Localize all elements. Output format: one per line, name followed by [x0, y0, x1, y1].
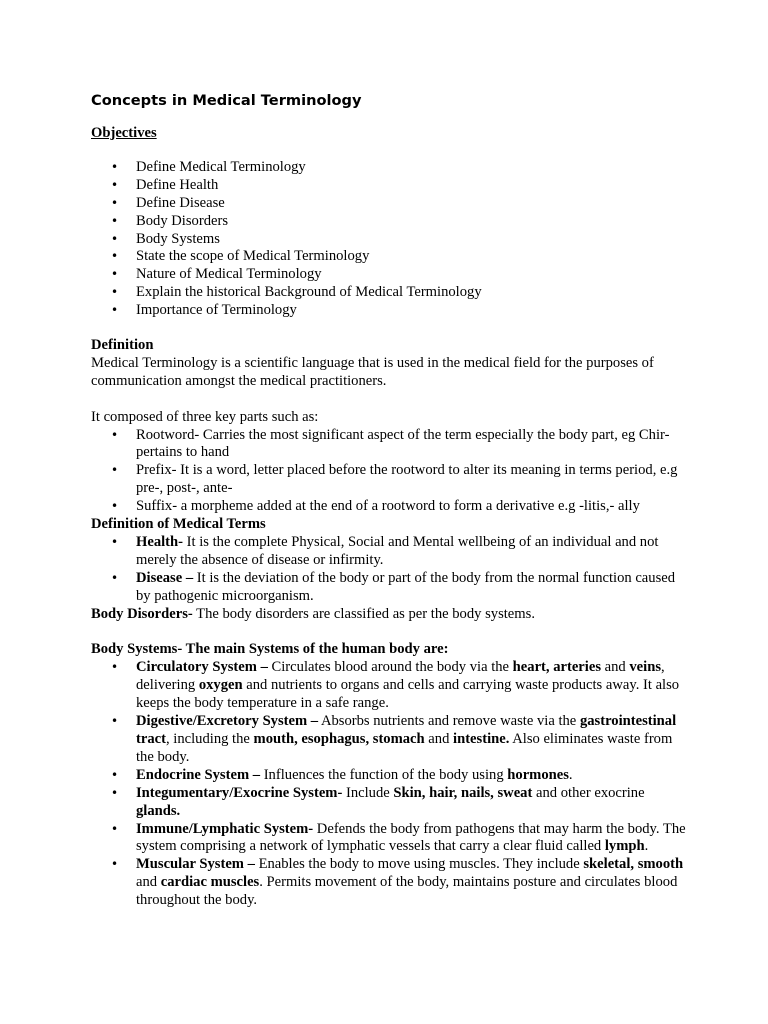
text-run: and	[136, 874, 161, 891]
bold-run: heart, arteries	[512, 659, 601, 676]
spacer	[91, 624, 691, 642]
list-item: • Define Health	[91, 177, 691, 195]
bold-run: mouth, esophagus, stomach	[253, 730, 425, 747]
text-run: , delivering	[136, 659, 665, 694]
term-label: Disease –	[136, 569, 194, 586]
list-item: • Rootword- Carries the most significant aspect of the term especially the body part, eg Chir- pertains to hand	[91, 427, 691, 463]
text-run: Circulates blood around the body via the	[267, 659, 513, 676]
spacer	[91, 391, 691, 409]
text-run: Influences the function of the body using	[260, 766, 508, 783]
parts-list	[91, 427, 691, 517]
term-text: The body disorders are classified as per the body systems.	[192, 605, 535, 622]
parts-intro: It composed of three key parts such as:	[91, 408, 319, 425]
definition-heading: Definition	[91, 337, 154, 354]
body-systems-heading: Body Systems- The main Systems of the human body are:	[91, 641, 449, 658]
text-run: Enables the body to move using muscles. They include	[254, 856, 584, 873]
text-run: Include	[342, 784, 394, 801]
term-label: Immune/Lymphatic System-	[136, 820, 314, 837]
term-text: It is the deviation of the body or part of the body from the normal function caused by pathogenic microorganism.	[136, 569, 676, 604]
term-label: Body Disorders-	[91, 605, 193, 622]
list-item: • Define Medical Terminology	[91, 159, 691, 177]
objectives-list	[91, 159, 691, 320]
term-label: Digestive/Excretory System –	[136, 713, 319, 730]
list-item	[91, 534, 691, 570]
text-run: and	[601, 659, 630, 676]
term-label: Health-	[136, 534, 184, 551]
list-item: • Body Disorders	[91, 213, 691, 231]
list-item: • Prefix- It is a word, letter placed before the rootword to alter its meaning in terms period, e.g pre-, post-, ante-	[91, 462, 691, 498]
document-title: Concepts in Medical Terminology	[91, 92, 362, 109]
list-item	[91, 821, 691, 857]
text-run: and	[424, 730, 454, 747]
term-label: Integumentary/Exocrine System-	[136, 784, 343, 801]
list-item: • Importance of Terminology	[91, 302, 691, 320]
text-run: .	[568, 766, 573, 783]
bold-run: Skin, hair, nails, sweat	[393, 784, 533, 801]
term-label: Circulatory System –	[136, 659, 268, 676]
text-run: Also eliminates waste from the body.	[136, 730, 673, 765]
list-item	[91, 713, 691, 767]
list-item: • Explain the historical Background of Medical Terminology	[91, 284, 691, 302]
list-item	[91, 856, 691, 910]
bold-run: veins	[629, 659, 661, 676]
medical-terms-list	[91, 534, 691, 606]
bold-run: intestine.	[453, 730, 510, 747]
text-run: . Permits movement of the body, maintains posture and circulates blood throughout the body.	[136, 874, 678, 909]
text-run: , including the	[165, 730, 254, 747]
body-disorders-paragraph	[91, 606, 691, 624]
text-run: and other exocrine	[532, 784, 645, 801]
list-item	[91, 767, 691, 785]
list-item: • Suffix- a morpheme added at the end of a rootword to form a derivative e.g -litis,- ally	[91, 498, 691, 516]
list-item: • Body Systems	[91, 231, 691, 249]
definition-text: Medical Terminology is a scientific language that is used in the medical field for the purposes of communication amongst the medical practitioners.	[91, 354, 654, 389]
list-item	[91, 659, 691, 713]
bold-run: glands.	[136, 802, 181, 819]
list-item: • Define Disease	[91, 195, 691, 213]
bold-run: cardiac muscles	[160, 874, 260, 891]
term-label: Endocrine System –	[136, 766, 261, 783]
objectives-heading: Objectives	[91, 125, 157, 141]
bold-run: skeletal, smooth	[583, 856, 684, 873]
term-text: It is the complete Physical, Social and Mental wellbeing of an individual and not merely the absence of disease or infirmity.	[136, 534, 659, 568]
list-item	[91, 570, 691, 606]
bold-run: gastrointestinal tract	[136, 713, 677, 747]
list-item	[91, 785, 691, 821]
bold-run: hormones	[507, 766, 569, 783]
bold-run: oxygen	[198, 677, 243, 694]
list-item: • State the scope of Medical Terminology	[91, 248, 691, 266]
bold-run: lymph	[604, 838, 645, 855]
document-content	[91, 91, 691, 910]
text-run: .	[644, 838, 649, 855]
term-label: Muscular System –	[136, 856, 255, 873]
body-systems-list	[91, 659, 691, 910]
text-run: Absorbs nutrients and remove waste via the	[318, 713, 580, 730]
list-item: • Nature of Medical Terminology	[91, 266, 691, 284]
text-run: and nutrients to organs and cells and carrying waste products away. It also keeps the body temperature in a safe range.	[136, 677, 680, 712]
medical-terms-heading: Definition of Medical Terms	[91, 516, 266, 533]
text-run: Defends the body from pathogens that may harm the body. The system comprising a network of lymphatic vessels that carry a clear fluid called	[136, 820, 686, 855]
